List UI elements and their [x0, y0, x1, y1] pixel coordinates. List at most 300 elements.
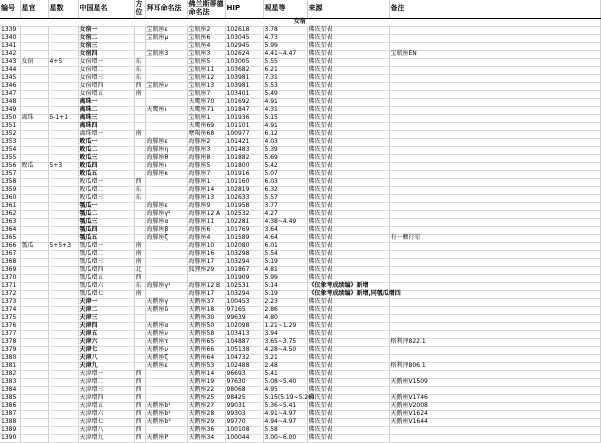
cell-name: 瓠瓜一 — [78, 203, 134, 211]
cell-name: 天津增六 — [78, 411, 134, 419]
cell-flamsteed: 摩羯座68 — [187, 131, 225, 139]
cell-id: 1341 — [0, 43, 20, 51]
cell-shu — [48, 35, 78, 43]
cell-source: 佛氏星表 — [307, 27, 389, 35]
cell-source: 佛氏星表 — [307, 59, 389, 67]
cell-name: 天津一 — [78, 299, 134, 307]
cell-bayer — [145, 123, 187, 131]
cell-hip: 102488 — [225, 363, 263, 371]
cell-hip: 103682 — [225, 67, 263, 75]
cell-hip: 103294 — [225, 291, 263, 299]
cell-source: 《仪象考成续编》新增 — [307, 283, 389, 291]
cell-magnitude: 3.65~3.75 — [263, 339, 307, 347]
cell-bayer: 海豚座γ² — [145, 211, 187, 219]
cell-shu — [48, 67, 78, 75]
cell-shu — [48, 139, 78, 147]
cell-shu — [48, 251, 78, 259]
cell-name: 女宿增四 — [78, 83, 134, 91]
cell-guan — [20, 179, 48, 187]
cell-source: 佛氏星表 — [307, 419, 389, 427]
cell-bayer: 海豚座γ¹ — [145, 283, 187, 291]
cell-flamsteed: 天鹰座70 — [187, 99, 225, 107]
cell-fang: 东 — [134, 59, 145, 67]
cell-id: 1345 — [0, 75, 20, 83]
cell-flamsteed: 海豚座1 — [187, 179, 225, 187]
cell-magnitude: 6.01 — [263, 243, 307, 251]
cell-id: 1346 — [0, 83, 20, 91]
cell-id: 1368 — [0, 259, 20, 267]
cell-source: 佛氏星表 — [307, 427, 389, 435]
cell-fang — [134, 43, 145, 51]
cell-magnitude: 4.91 — [263, 99, 307, 107]
cell-source: 佛氏星表 — [307, 43, 389, 51]
cell-shu — [48, 283, 78, 291]
cell-guan — [20, 291, 48, 299]
cell-bayer: 天鹅座b² — [145, 411, 187, 419]
cell-note — [389, 35, 600, 43]
cell-shu — [48, 219, 78, 227]
cell-shu — [48, 171, 78, 179]
cell-guan — [20, 435, 48, 443]
cell-name: 女宿三 — [78, 43, 134, 51]
cell-flamsteed: 海豚座17 — [187, 291, 225, 299]
cell-id: 1386 — [0, 403, 20, 411]
cell-source: 佛氏星表 — [307, 275, 389, 283]
cell-guan — [20, 211, 48, 219]
cell-flamsteed: 天鹅座19 — [187, 379, 225, 387]
cell-fang — [134, 307, 145, 315]
cell-hip: 101421 — [225, 139, 263, 147]
cell-guan: 败瓜 — [20, 163, 48, 171]
cell-shu — [48, 347, 78, 355]
cell-magnitude: 3.64 — [263, 227, 307, 235]
cell-hip: 101692 — [225, 99, 263, 107]
cell-fang: 南 — [134, 91, 145, 99]
cell-guan — [20, 171, 48, 179]
cell-guan — [20, 67, 48, 75]
cell-fang: 东 — [134, 195, 145, 203]
cell-guan — [20, 251, 48, 259]
cell-note — [389, 75, 600, 83]
cell-flamsteed: 宝瓶座11 — [187, 67, 225, 75]
cell-id: 1360 — [0, 195, 20, 203]
cell-fang: 西 — [134, 435, 145, 443]
cell-magnitude: 5.58 — [263, 427, 307, 435]
cell-fang: 南 — [134, 131, 145, 139]
cell-source: 佛氏星表 — [307, 75, 389, 83]
cell-hip: 102098 — [225, 323, 263, 331]
cell-name: 败瓜增二 — [78, 187, 134, 195]
cell-name: 瓠瓜增五 — [78, 275, 134, 283]
cell-note — [389, 163, 600, 171]
cell-magnitude: 5.57 — [263, 195, 307, 203]
cell-bayer: 海豚座θ — [145, 155, 187, 163]
cell-magnitude: 2.48 — [263, 363, 307, 371]
table-row — [0, 435, 600, 443]
header-guan: 星官 — [20, 0, 48, 19]
cell-name: 天津增五 — [78, 403, 134, 411]
cell-magnitude: 5.41 — [263, 371, 307, 379]
cell-id: 1359 — [0, 187, 20, 195]
cell-bayer — [145, 251, 187, 259]
cell-fang: 东 — [134, 75, 145, 83]
cell-source: 佛氏星表 — [307, 435, 389, 443]
cell-flamsteed: 天鹅座37 — [187, 299, 225, 307]
cell-note — [389, 67, 600, 75]
cell-source: 佛氏星表 — [307, 67, 389, 75]
cell-magnitude: 3.77 — [263, 203, 307, 211]
cell-name: 天津五 — [78, 331, 134, 339]
cell-source: 佛氏星表 — [307, 371, 389, 379]
cell-name: 败瓜一 — [78, 139, 134, 147]
cell-hip: 105138 — [225, 347, 263, 355]
cell-shu — [48, 379, 78, 387]
cell-note: 格利泽822.1 — [389, 339, 600, 347]
cell-hip: 98425 — [225, 395, 263, 403]
cell-flamsteed: 天鹅座50 — [187, 323, 225, 331]
cell-hip: 104887 — [225, 339, 263, 347]
cell-fang — [134, 147, 145, 155]
cell-id: 1339 — [0, 27, 20, 35]
cell-guan — [20, 339, 48, 347]
cell-flamsteed: 海豚座9 — [187, 203, 225, 211]
cell-shu — [48, 107, 78, 115]
cell-hip: 102532 — [225, 211, 263, 219]
cell-magnitude: 5.42 — [263, 163, 307, 171]
cell-source: 佛氏星表 — [307, 131, 389, 139]
cell-note — [389, 195, 600, 203]
cell-fang — [134, 211, 145, 219]
cell-note — [389, 243, 600, 251]
cell-shu — [48, 387, 78, 395]
cell-note: 天鹅座V2008 — [389, 403, 600, 411]
cell-magnitude: 2.86 — [263, 307, 307, 315]
cell-guan — [20, 219, 48, 227]
cell-shu: 5-1+1 — [48, 115, 78, 123]
cell-fang — [134, 227, 145, 235]
cell-shu: 5+3 — [48, 163, 78, 171]
cell-bayer — [145, 387, 187, 395]
cell-guan — [20, 123, 48, 131]
cell-guan — [20, 187, 48, 195]
cell-name: 瓠瓜二 — [78, 211, 134, 219]
cell-hip: 103401 — [225, 91, 263, 99]
cell-note — [389, 203, 600, 211]
cell-fang: 西 — [134, 275, 145, 283]
cell-shu — [48, 355, 78, 363]
cell-magnitude: 5.39 — [263, 147, 307, 155]
cell-flamsteed: 海豚座4 — [187, 235, 225, 243]
cell-source: 佛氏星表 — [307, 315, 389, 323]
cell-guan — [20, 139, 48, 147]
cell-name: 天津增八 — [78, 427, 134, 435]
cell-shu — [48, 323, 78, 331]
cell-shu — [48, 179, 78, 187]
cell-source: 佛氏星表 — [307, 363, 389, 371]
cell-shu: 5+5+3 — [48, 243, 78, 251]
cell-fang: 东 — [134, 67, 145, 75]
cell-fang — [134, 331, 145, 339]
cell-name: 天津四 — [78, 323, 134, 331]
cell-fang — [134, 155, 145, 163]
cell-hip: 100977 — [225, 131, 263, 139]
cell-source: 佛氏星表 — [307, 251, 389, 259]
cell-hip: 97630 — [225, 379, 263, 387]
cell-id: 1378 — [0, 339, 20, 347]
cell-note — [389, 427, 600, 435]
cell-id: 1379 — [0, 347, 20, 355]
header-bayer: 拜耳命名法 — [145, 0, 187, 19]
cell-name: 天津增一 — [78, 371, 134, 379]
cell-fang — [134, 203, 145, 211]
cell-id: 1376 — [0, 323, 20, 331]
cell-guan: 离珠 — [20, 115, 48, 123]
cell-flamsteed: 天鹅座28 — [187, 411, 225, 419]
cell-note — [389, 83, 600, 91]
cell-note — [389, 435, 600, 443]
cell-id: 1363 — [0, 219, 20, 227]
cell-fang — [134, 323, 145, 331]
cell-hip: 103294 — [225, 259, 263, 267]
cell-bayer: 天鹅座δ — [145, 307, 187, 315]
cell-shu — [48, 211, 78, 219]
cell-magnitude: 3.00~6.00 — [263, 435, 307, 443]
cell-guan — [20, 371, 48, 379]
cell-note: 天鹅座V1624 — [389, 411, 600, 419]
cell-id: 1381 — [0, 363, 20, 371]
cell-flamsteed: 天鹅座30 — [187, 315, 225, 323]
cell-note — [389, 91, 600, 99]
cell-shu — [48, 299, 78, 307]
cell-id: 1372 — [0, 291, 20, 299]
cell-id: 1344 — [0, 67, 20, 75]
cell-magnitude: 5.99 — [263, 43, 307, 51]
cell-fang — [134, 163, 145, 171]
cell-shu — [48, 51, 78, 59]
cell-name: 瓠瓜增六 — [78, 283, 134, 291]
cell-shu — [48, 419, 78, 427]
cell-flamsteed: 天鹅座34 — [187, 435, 225, 443]
cell-hip: 102281 — [225, 219, 263, 227]
cell-flamsteed: 海豚座12 A — [187, 211, 225, 219]
cell-shu — [48, 315, 78, 323]
cell-bayer: 海豚座ε — [145, 139, 187, 147]
cell-guan — [20, 27, 48, 35]
cell-note — [389, 139, 600, 147]
cell-hip: 102819 — [225, 187, 263, 195]
cell-id: 1387 — [0, 411, 20, 419]
cell-fang — [134, 219, 145, 227]
cell-source: 《仪象考成续编》新增,同瓠瓜增四 — [308, 290, 401, 298]
cell-id: 1367 — [0, 251, 20, 259]
cell-flamsteed: 天鹅座22 — [187, 387, 225, 395]
cell-magnitude: 5.53 — [263, 83, 307, 91]
cell-fang — [134, 347, 145, 355]
cell-source: 佛氏星表 — [307, 339, 389, 347]
cell-hip: 100044 — [225, 435, 263, 443]
cell-source: 佛氏星表 — [307, 83, 389, 91]
cell-hip: 101160 — [225, 179, 263, 187]
cell-guan — [20, 355, 48, 363]
cell-shu — [48, 203, 78, 211]
cell-id: 1375 — [0, 315, 20, 323]
cell-note — [389, 307, 600, 315]
cell-id: 1362 — [0, 211, 20, 219]
cell-hip: 96693 — [225, 371, 263, 379]
cell-magnitude: 5.36~5.41 — [263, 403, 307, 411]
cell-hip: 102618 — [225, 27, 263, 35]
cell-name: 瓠瓜增一 — [78, 243, 134, 251]
cell-magnitude: 4.28~4.50 — [263, 347, 307, 355]
header-flamsteed: 佛兰斯蒂德命名法 — [187, 0, 225, 19]
cell-name: 女宿增五 — [78, 91, 134, 99]
cell-name: 离珠四 — [78, 123, 134, 131]
header-id: 编号 — [0, 0, 20, 19]
cell-shu — [48, 267, 78, 275]
cell-bayer — [145, 115, 187, 123]
cell-guan — [20, 75, 48, 83]
cell-guan — [20, 379, 48, 387]
cell-shu — [48, 235, 78, 243]
cell-id: 1366 — [0, 243, 20, 251]
cell-id: 1377 — [0, 331, 20, 339]
cell-note — [389, 179, 600, 187]
cell-id: 1383 — [0, 379, 20, 387]
cell-fang: 东 — [134, 187, 145, 195]
cell-guan — [20, 403, 48, 411]
cell-id: 1370 — [0, 275, 20, 283]
cell-name: 女宿增二 — [78, 67, 134, 75]
cell-hip: 100453 — [225, 299, 263, 307]
cell-fang: 西 — [134, 379, 145, 387]
cell-note — [389, 187, 600, 195]
cell-note — [389, 115, 600, 123]
cell-name: 天津八 — [78, 355, 134, 363]
cell-flamsteed: 宝瓶座3 — [187, 51, 225, 59]
cell-flamsteed: 海豚座2 — [187, 139, 225, 147]
cell-source: 佛氏星表 — [307, 139, 389, 147]
cell-shu — [48, 91, 78, 99]
cell-id: 1361 — [0, 203, 20, 211]
cell-flamsteed: 宝瓶座12 — [187, 75, 225, 83]
cell-source: 佛氏星表 — [307, 115, 389, 123]
cell-shu — [48, 403, 78, 411]
cell-source: 佛氏星表 — [307, 187, 389, 195]
cell-id: 1351 — [0, 123, 20, 131]
cell-name: 天津七 — [78, 347, 134, 355]
cell-note — [389, 43, 600, 51]
cell-magnitude: 4.64 — [263, 235, 307, 243]
cell-magnitude: 5.15 — [263, 115, 307, 123]
cell-id: 1348 — [0, 99, 20, 107]
cell-flamsteed: 天鹅座27 — [187, 403, 225, 411]
cell-guan — [20, 307, 48, 315]
cell-source: 佛氏星表 — [307, 267, 389, 275]
cell-bayer: 海豚座κ — [145, 171, 187, 179]
cell-flamsteed: 海豚座10 — [187, 243, 225, 251]
cell-magnitude: 6.12 — [263, 131, 307, 139]
cell-flamsteed: 天鹅座25 — [187, 395, 225, 403]
cell-flamsteed: 宝瓶座1 — [187, 115, 225, 123]
cell-id: 1364 — [0, 227, 20, 235]
cell-magnitude: 4.38~4.49 — [263, 219, 307, 227]
cell-source: 佛氏星表 — [307, 163, 389, 171]
cell-flamsteed: 天鹅座64 — [187, 355, 225, 363]
cell-flamsteed: 天鹰座69 — [187, 123, 225, 131]
cell-bayer: 宝瓶座3 — [145, 51, 187, 59]
cell-id: 1390 — [0, 435, 20, 443]
cell-flamsteed: 宝瓶座2 — [187, 27, 225, 35]
cell-fang — [134, 355, 145, 363]
cell-hip: 102945 — [225, 43, 263, 51]
cell-magnitude: 3.21 — [263, 355, 307, 363]
cell-guan — [20, 331, 48, 339]
cell-guan — [20, 395, 48, 403]
cell-hip: 103298 — [225, 251, 263, 259]
cell-source: 佛氏星表 — [307, 299, 389, 307]
cell-source: 佛氏星表 — [307, 35, 389, 43]
cell-name: 败瓜增三 — [78, 195, 134, 203]
cell-source: 佛氏星表 — [307, 243, 389, 251]
cell-hip: 101867 — [225, 267, 263, 275]
cell-hip: 101483 — [225, 147, 263, 155]
cell-id: 1343 — [0, 59, 20, 67]
cell-fang — [134, 139, 145, 147]
cell-guan — [20, 83, 48, 91]
cell-flamsteed: 天鹅座66 — [187, 347, 225, 355]
cell-bayer: 天鹅座ν — [145, 331, 187, 339]
cell-fang: 南 — [134, 291, 145, 299]
cell-id: 1350 — [0, 115, 20, 123]
cell-fang: 南 — [134, 259, 145, 267]
cell-hip: 103981 — [225, 83, 263, 91]
cell-hip: 102531 — [225, 283, 263, 291]
cell-hip: 103413 — [225, 331, 263, 339]
cell-magnitude: 3.78 — [263, 27, 307, 35]
cell-bayer: 海豚座ε — [145, 203, 187, 211]
cell-note — [389, 211, 600, 219]
cell-flamsteed: 海豚座8 — [187, 155, 225, 163]
cell-source: 佛氏星表 — [307, 123, 389, 131]
cell-source: 佛氏星表 — [307, 91, 389, 99]
cell-note — [389, 219, 600, 227]
cell-magnitude: 6.21 — [263, 67, 307, 75]
cell-source: 佛氏星表 — [307, 395, 389, 403]
cell-fang: 西 — [134, 371, 145, 379]
cell-note: 宝瓶座EN — [389, 51, 600, 59]
cell-name: 离珠三 — [78, 115, 134, 123]
cell-name: 天津增七 — [78, 419, 134, 427]
cell-hip: 101847 — [225, 107, 263, 115]
cell-flamsteed: 天鹅座36 — [187, 427, 225, 435]
cell-note — [389, 267, 600, 275]
cell-shu — [48, 435, 78, 443]
cell-name: 离珠一 — [78, 99, 134, 107]
cell-id: 1388 — [0, 419, 20, 427]
cell-guan — [20, 99, 48, 107]
section-label: 女宿 — [0, 19, 600, 27]
cell-bayer: 天鹅座υ — [145, 347, 187, 355]
cell-shu — [48, 339, 78, 347]
cell-note — [389, 99, 600, 107]
cell-magnitude: 5.69 — [263, 155, 307, 163]
cell-fang — [134, 115, 145, 123]
cell-shu — [48, 227, 78, 235]
cell-name: 天津二 — [78, 307, 134, 315]
cell-shu — [48, 331, 78, 339]
cell-fang: 北 — [134, 267, 145, 275]
cell-note: 天鹅座V1644 — [389, 419, 600, 427]
